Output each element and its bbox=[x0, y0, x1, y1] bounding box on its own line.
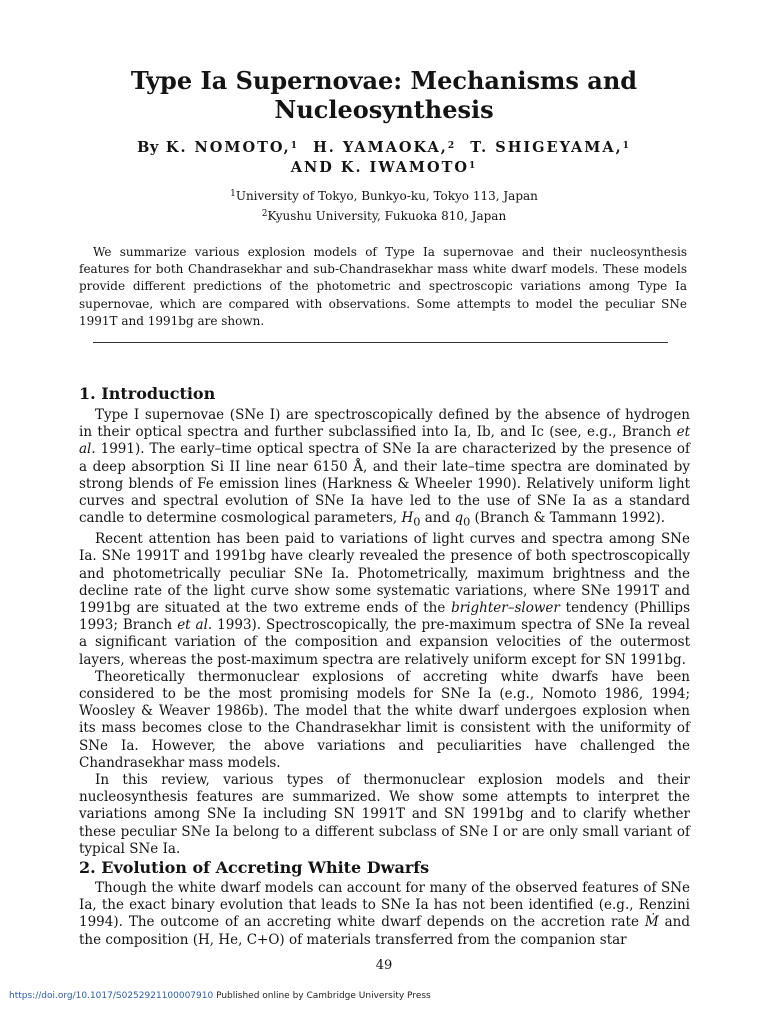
author-nomoto-affil: 1 bbox=[290, 141, 299, 151]
paragraph bbox=[79, 880, 690, 949]
abstract-divider bbox=[93, 342, 668, 343]
section-heading-introduction: 1. Introduction bbox=[79, 384, 216, 403]
author-shigeyama-affil: 1 bbox=[622, 141, 631, 151]
author-iwamoto: K. IWAMOTO bbox=[340, 159, 470, 176]
text-run: 1991). The early–time optical spectra of SNe Ia are characterized by the presence of a deep absorption Si II line near 6150 Å, and their late–time spectra are dominated by strong blends of Fe emission lines (Harkness & Wheeler 1990). Relatively uniform light curves and spectral evolution of SNe Ia have led to the use of SNe Ia as a standard candle to determine cosmological parameters, bbox=[79, 441, 690, 527]
paragraph: In this review, various types of thermonuclear explosion models and their nucleosynthesis features are summarized. We show some attempts to interpret the variations among SNe Ia including SN 1991T and SN 1991bg and to clarify whether these peculiar SNe Ia belong to a different subclass of SNe I or are only small variant of typical SNe Ia. bbox=[79, 771, 690, 857]
paragraph bbox=[79, 407, 690, 531]
section-evolution-body bbox=[79, 880, 690, 949]
affiliation bbox=[0, 206, 768, 226]
text-run-italic: et al. bbox=[177, 617, 213, 634]
text-run: Type I supernovae (SNe I) are spectroscopically defined by the absence of hydrogen in their optical spectra and further subclassified into Ia, Ib, and Ic (see, e.g., Branch bbox=[79, 407, 690, 441]
author-by: By bbox=[137, 139, 159, 156]
text-run: 1993). Spectroscopically, the pre-maximum spectra of SNe Ia reveal a significant variation of the composition and expansion velocities of the outermost layers, whereas the post-maximum spectra are relatively uniform except for SN 1991bg. bbox=[79, 617, 690, 668]
subscript: 0 bbox=[413, 515, 421, 529]
page-number: 49 bbox=[375, 958, 393, 973]
affiliations bbox=[0, 186, 768, 226]
paragraph bbox=[79, 531, 690, 669]
affiliation-text: University of Tokyo, Bunkyo-ku, Tokyo 113, Japan bbox=[235, 189, 538, 203]
author-iwamoto-affil: 1 bbox=[469, 161, 478, 171]
text-run: tendency (Phillips 1993; Branch bbox=[79, 599, 690, 634]
affiliation-text: Kyushu University, Fukuoka 810, Japan bbox=[267, 209, 507, 223]
text-run: (Branch & Tammann 1992). bbox=[470, 510, 666, 527]
text-run: and the composition (H, He, C+O) of materials transferred from the companion star bbox=[79, 914, 690, 948]
text-run-italic: brighter–slower bbox=[451, 599, 560, 616]
deceleration-parameter-symbol: q bbox=[454, 510, 464, 527]
abstract: We summarize various explosion models of Type Ia supernovae and their nucleosynthesis features for both Chandrasekhar and sub-Chandrasekhar mass white dwarf models. These models provide different predictions of the photometric and spectroscopic variations among Type Ia supernovae, which are compared with observations. Some attempts to model the peculiar SNe 1991T and 1991bg are shown. bbox=[79, 245, 687, 328]
author-line-2 bbox=[0, 158, 768, 178]
subscript: 0 bbox=[463, 515, 471, 529]
affiliation-marker: 1 bbox=[230, 189, 236, 199]
text-run-italic: et al. bbox=[79, 424, 690, 458]
section-introduction-body bbox=[79, 407, 690, 858]
affiliation bbox=[0, 186, 768, 206]
text-run: and bbox=[420, 510, 455, 527]
doi-link[interactable]: https://doi.org/10.1017/S0252921100007910 bbox=[9, 991, 214, 1001]
paper-title bbox=[0, 66, 768, 124]
author-line-1 bbox=[0, 138, 768, 158]
author-nomoto: K. NOMOTO, bbox=[165, 139, 291, 156]
title-line-2: Nucleosynthesis bbox=[274, 95, 494, 124]
author-and: AND bbox=[290, 159, 334, 176]
author-shigeyama: T. SHIGEYAMA, bbox=[470, 139, 623, 156]
paragraph: Theoretically thermonuclear explosions of accreting white dwarfs have been considered to be the most promising models for SNe Ia (e.g., Nomoto 1986, 1994; Woosley & Weaver 1986b). The model that the white dwarf undergoes explosion when its mass becomes close to the Chandrasekhar limit is consistent with the uniformity of SNe Ia. However, the above variations and peculiarities have challenged the Chandrasekhar mass models. bbox=[79, 668, 690, 771]
text-run: Though the white dwarf models can account for many of the observed features of SNe Ia, the exact binary evolution that leads to SNe Ia has not been identified (e.g., Renzini 1994). The outcome of an accreting white dwarf depends on the accretion rate bbox=[79, 880, 690, 931]
publisher-note: Published online by Cambridge University Press bbox=[213, 991, 431, 1001]
hubble-constant-symbol: H bbox=[401, 510, 414, 527]
affiliation-marker: 2 bbox=[261, 209, 268, 219]
title-line-1: Type Ia Supernovae: Mechanisms and bbox=[130, 66, 638, 95]
section-heading-evolution: 2. Evolution of Accreting White Dwarfs bbox=[79, 858, 430, 877]
accretion-rate-symbol: Ṁ bbox=[644, 914, 659, 931]
author-yamaoka: H. YAMAOKA, bbox=[313, 139, 448, 156]
text-run: Recent attention has been paid to variations of light curves and spectra among SNe Ia. SNe 1991T and 1991bg have clearly revealed the presence of both spectroscopically and photometrically peculiar SNe Ia. Photometrically, maximum brightness and the decline rate of the light curve show some systematic variations, where SNe 1991T and 1991bg are situated at the two extreme ends of the bbox=[79, 531, 690, 616]
author-yamaoka-affil: 2 bbox=[447, 141, 457, 151]
publisher-footer bbox=[0, 991, 768, 1001]
author-list bbox=[0, 138, 768, 178]
